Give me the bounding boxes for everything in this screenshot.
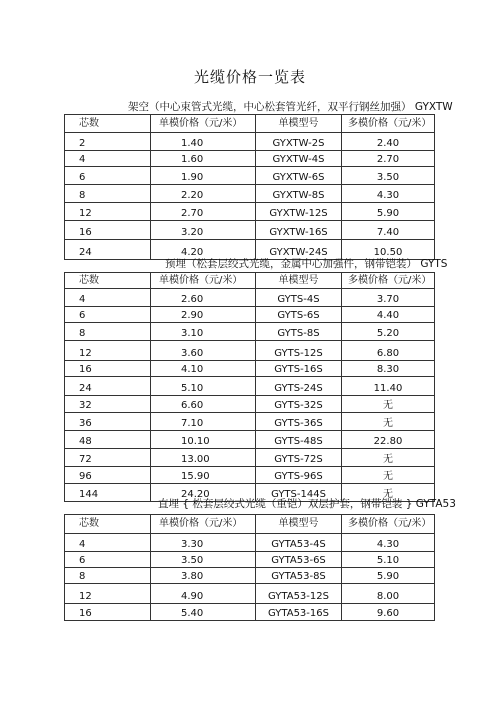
table-row (65, 289, 435, 307)
singlemode-price-cell: 3.80 (151, 568, 256, 584)
fiber-count-cell: 16 (65, 361, 151, 377)
fiber-count-cell: 4 (65, 534, 151, 552)
singlemode-model-cell: GYTS-16S (256, 361, 342, 377)
singlemode-model-cell: GYTS-24S (256, 377, 342, 396)
table-row (65, 185, 435, 203)
fiber-count-cell: 12 (65, 584, 151, 604)
price-table-buried-duct (64, 272, 435, 502)
fiber-count-cell: 48 (65, 431, 151, 449)
fiber-count-cell: 16 (65, 604, 151, 621)
table-row (65, 534, 435, 552)
table-row (65, 323, 435, 341)
table-row (65, 203, 435, 221)
table-row (65, 552, 435, 568)
table-row (65, 584, 435, 604)
singlemode-model-cell: GYTS-72S (256, 449, 342, 467)
singlemode-price-cell: 3.30 (151, 534, 256, 552)
multimode-price-header: 多模价格（元/米） (342, 115, 435, 133)
fiber-count-cell: 24 (65, 240, 151, 260)
singlemode-model-cell: GYTA53-6S (256, 552, 342, 568)
multimode-price-cell: 5.10 (342, 552, 435, 568)
singlemode-model-cell: GYXTW-24S (256, 240, 342, 260)
table-row (65, 341, 435, 361)
singlemode-model-cell: GYXTW-12S (256, 203, 342, 221)
multimode-price-cell: 3.70 (342, 289, 435, 307)
multimode-price-cell: 无 (342, 413, 435, 431)
singlemode-price-cell: 1.60 (151, 151, 256, 167)
fiber-count-cell: 12 (65, 203, 151, 221)
section-caption-aerial: 架空（中心束管式光缆，中心松套管光纤，双平行钢丝加强） GYXTW (128, 101, 453, 113)
multimode-price-cell: 4.30 (342, 534, 435, 552)
fiber-count-cell: 8 (65, 568, 151, 584)
fiber-count-cell: 36 (65, 413, 151, 431)
fiber-count-cell: 72 (65, 449, 151, 467)
table-row (65, 361, 435, 377)
singlemode-price-cell: 5.10 (151, 377, 256, 396)
multimode-price-cell: 6.80 (342, 341, 435, 361)
multimode-price-cell: 5.90 (342, 568, 435, 584)
fiber-count-cell: 96 (65, 467, 151, 484)
singlemode-price-cell: 1.40 (151, 133, 256, 151)
price-table-direct-buried (64, 514, 435, 621)
singlemode-price-cell: 2.90 (151, 307, 256, 323)
singlemode-price-cell: 3.50 (151, 552, 256, 568)
fiber-count-cell: 2 (65, 133, 151, 151)
singlemode-model-cell: GYTA53-4S (256, 534, 342, 552)
table-row (65, 151, 435, 167)
singlemode-model-cell: GYTS-48S (256, 431, 342, 449)
singlemode-model-header: 单模型号 (256, 515, 342, 534)
table-header-row (65, 273, 435, 289)
fiber-count-cell: 8 (65, 185, 151, 203)
multimode-price-header: 多模价格（元/米） (342, 515, 435, 534)
singlemode-price-cell: 3.20 (151, 221, 256, 240)
singlemode-model-cell: GYTS-12S (256, 341, 342, 361)
singlemode-model-cell: GYXTW-16S (256, 221, 342, 240)
fiber-count-cell: 32 (65, 396, 151, 413)
price-table-aerial (64, 114, 435, 260)
singlemode-model-cell: GYXTW-2S (256, 133, 342, 151)
fiber-count-cell: 144 (65, 484, 151, 502)
multimode-price-cell: 22.80 (342, 431, 435, 449)
table-row (65, 568, 435, 584)
singlemode-model-cell: GYTS-6S (256, 307, 342, 323)
table-header-row (65, 515, 435, 534)
singlemode-price-cell: 5.40 (151, 604, 256, 621)
table-row (65, 431, 435, 449)
fiber-count-cell: 4 (65, 289, 151, 307)
multimode-price-cell: 无 (342, 396, 435, 413)
multimode-price-cell: 8.30 (342, 361, 435, 377)
multimode-price-header: 多模价格（元/米） (342, 273, 435, 289)
singlemode-price-cell: 2.20 (151, 185, 256, 203)
multimode-price-cell: 5.20 (342, 323, 435, 341)
multimode-price-cell: 2.70 (342, 151, 435, 167)
singlemode-price-cell: 7.10 (151, 413, 256, 431)
multimode-price-cell: 7.40 (342, 221, 435, 240)
table-row (65, 449, 435, 467)
singlemode-price-cell: 13.00 (151, 449, 256, 467)
singlemode-price-header: 单模价格（元/米） (151, 273, 256, 289)
singlemode-price-cell: 10.10 (151, 431, 256, 449)
multimode-price-cell: 无 (342, 484, 435, 502)
table-row (65, 413, 435, 431)
table-row (65, 604, 435, 621)
fiber-count-cell: 8 (65, 323, 151, 341)
table-row (65, 307, 435, 323)
singlemode-price-cell: 4.90 (151, 584, 256, 604)
multimode-price-cell: 8.00 (342, 584, 435, 604)
singlemode-price-cell: 3.10 (151, 323, 256, 341)
singlemode-model-cell: GYTA53-8S (256, 568, 342, 584)
singlemode-model-cell: GYXTW-8S (256, 185, 342, 203)
table-row (65, 167, 435, 185)
multimode-price-cell: 10.50 (342, 240, 435, 260)
multimode-price-cell: 2.40 (342, 133, 435, 151)
table-row (65, 133, 435, 151)
fiber-count-cell: 16 (65, 221, 151, 240)
table-row (65, 467, 435, 484)
page-title: 光缆价格一览表 (193, 68, 306, 86)
singlemode-price-cell: 6.60 (151, 396, 256, 413)
singlemode-model-header: 单模型号 (256, 273, 342, 289)
singlemode-model-cell: GYXTW-6S (256, 167, 342, 185)
multimode-price-cell: 9.60 (342, 604, 435, 621)
fiber-count-cell: 6 (65, 167, 151, 185)
fiber-count-cell: 4 (65, 151, 151, 167)
section-caption-buried-duct: 预埋（松套层绞式光缆，金属中心加强件，钢带铠装） GYTS (165, 258, 448, 270)
singlemode-model-cell: GYTS-144S (256, 484, 342, 502)
singlemode-price-cell: 4.10 (151, 361, 256, 377)
section-caption-direct-buried: 直埋 { 松套层绞式光缆（重铠）双层护套，钢带铠装 } GYTA53 (158, 498, 456, 510)
singlemode-price-cell: 2.60 (151, 289, 256, 307)
singlemode-model-cell: GYTS-96S (256, 467, 342, 484)
singlemode-model-cell: GYTS-32S (256, 396, 342, 413)
singlemode-price-cell: 2.70 (151, 203, 256, 221)
singlemode-price-cell: 4.20 (151, 240, 256, 260)
multimode-price-cell: 4.30 (342, 185, 435, 203)
multimode-price-cell: 11.40 (342, 377, 435, 396)
singlemode-model-cell: GYTS-8S (256, 323, 342, 341)
fiber-count-cell: 24 (65, 377, 151, 396)
singlemode-model-cell: GYTS-4S (256, 289, 342, 307)
singlemode-price-cell: 24.20 (151, 484, 256, 502)
singlemode-price-header: 单模价格（元/米） (151, 515, 256, 534)
singlemode-model-cell: GYTS-36S (256, 413, 342, 431)
singlemode-model-cell: GYXTW-4S (256, 151, 342, 167)
fiber-count-cell: 12 (65, 341, 151, 361)
multimode-price-cell: 无 (342, 467, 435, 484)
fiber-count-cell: 6 (65, 552, 151, 568)
fiber-count-header: 芯数 (65, 273, 151, 289)
table-header-row (65, 115, 435, 133)
table-row (65, 396, 435, 413)
singlemode-price-header: 单模价格（元/米） (151, 115, 256, 133)
singlemode-price-cell: 1.90 (151, 167, 256, 185)
singlemode-model-cell: GYTA53-16S (256, 604, 342, 621)
singlemode-model-cell: GYTA53-12S (256, 584, 342, 604)
multimode-price-cell: 4.40 (342, 307, 435, 323)
singlemode-price-cell: 15.90 (151, 467, 256, 484)
table-row (65, 377, 435, 396)
multimode-price-cell: 3.50 (342, 167, 435, 185)
multimode-price-cell: 5.90 (342, 203, 435, 221)
fiber-count-header: 芯数 (65, 515, 151, 534)
singlemode-price-cell: 3.60 (151, 341, 256, 361)
table-row (65, 221, 435, 240)
multimode-price-cell: 无 (342, 449, 435, 467)
fiber-count-cell: 6 (65, 307, 151, 323)
fiber-count-header: 芯数 (65, 115, 151, 133)
singlemode-model-header: 单模型号 (256, 115, 342, 133)
